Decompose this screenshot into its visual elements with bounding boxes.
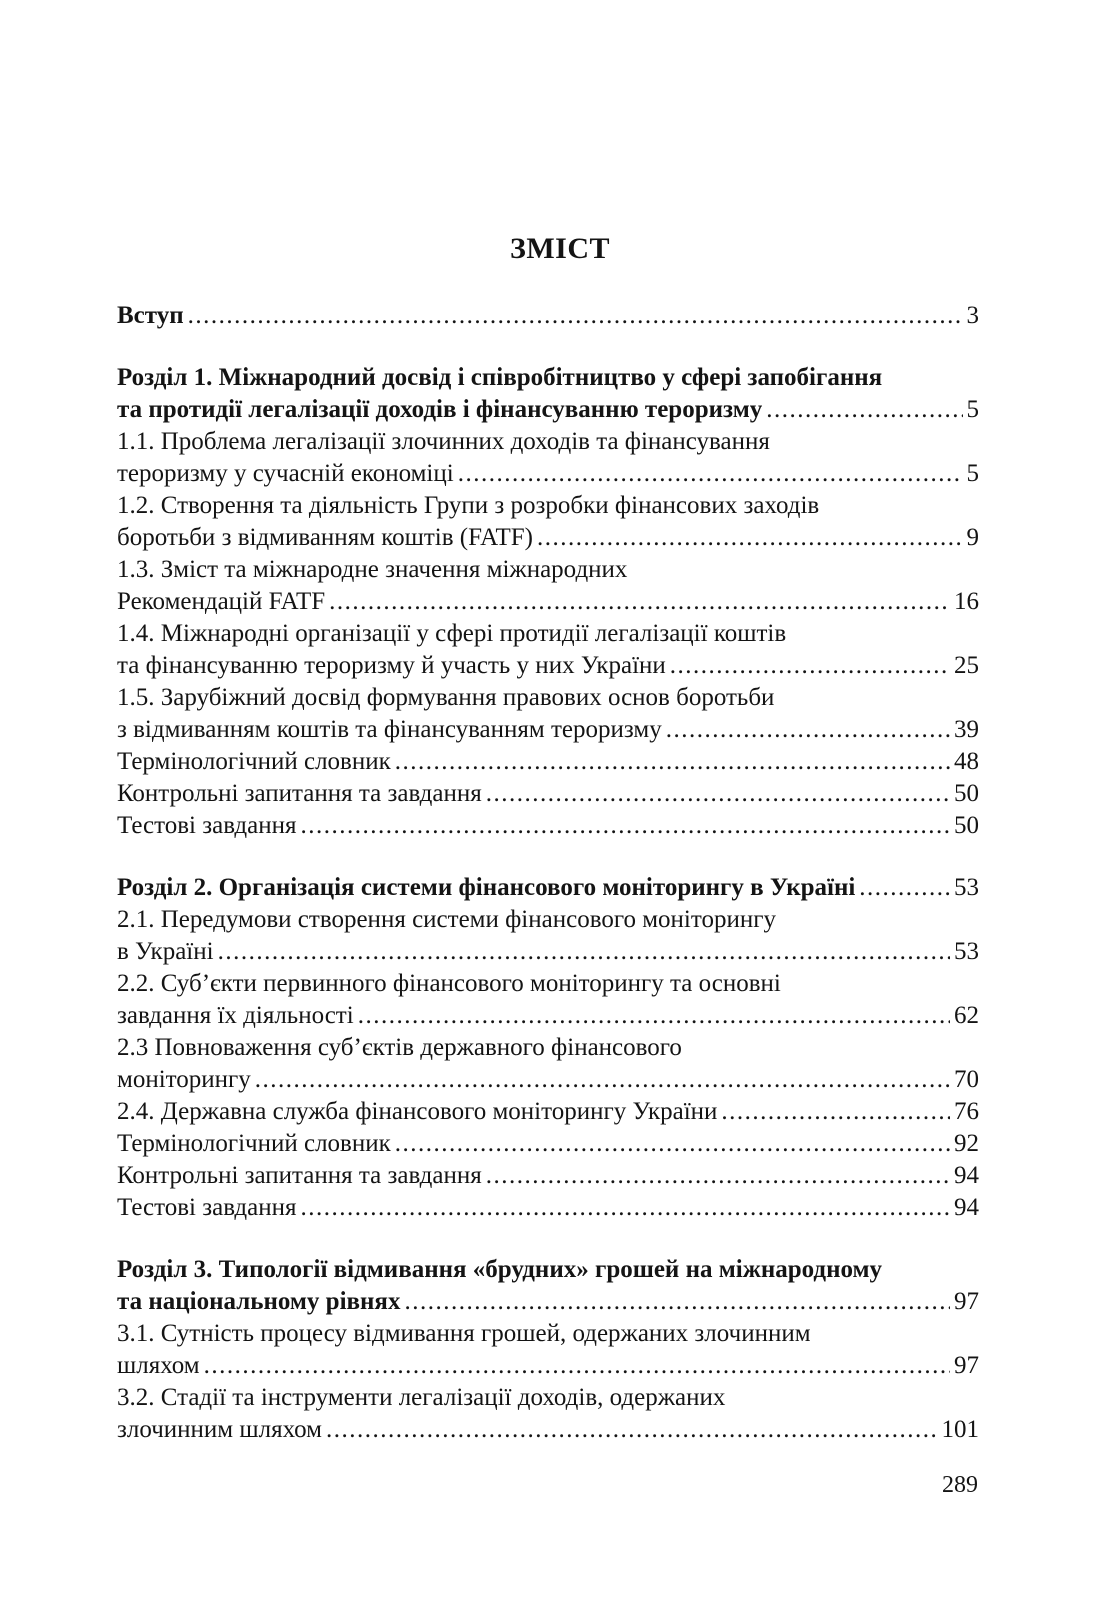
- toc-entry-1-3-line1[interactable]: [117, 554, 979, 586]
- toc-page-number: 76: [954, 1098, 979, 1125]
- toc-leader-dots: [395, 746, 950, 778]
- toc-entry-title: шляхом: [117, 1352, 200, 1379]
- toc-leader-dots: [358, 1000, 950, 1032]
- toc-leader-dots: [859, 872, 950, 904]
- toc-leader-dots: [666, 714, 950, 746]
- toc-entry-intro[interactable]: [117, 300, 979, 332]
- toc-entry-3-2[interactable]: [117, 1414, 979, 1446]
- toc-entry-chapter-1[interactable]: [117, 394, 979, 426]
- toc-entry-title: Термінологічний словник: [117, 748, 391, 775]
- toc-entry-tests-2[interactable]: [117, 1192, 979, 1224]
- toc-leader-dots: [486, 778, 950, 810]
- table-of-contents: [117, 300, 979, 1446]
- toc-entry-glossary-2[interactable]: [117, 1128, 979, 1160]
- toc-entry-1-1-line1[interactable]: [117, 426, 979, 458]
- toc-entry-1-1[interactable]: [117, 458, 979, 490]
- page-number: 289: [942, 1472, 978, 1498]
- toc-entry-1-5[interactable]: [117, 714, 979, 746]
- toc-entry-title: 2.4. Державна служба фінансового моніторингу України: [117, 1098, 718, 1125]
- toc-leader-dots: [670, 650, 950, 682]
- toc-leader-dots: [721, 1096, 950, 1128]
- toc-page-number: 3: [966, 302, 979, 329]
- toc-entry-1-2[interactable]: [117, 522, 979, 554]
- toc-entry-title: з відмиванням коштів та фінансуванням тероризму: [117, 716, 662, 743]
- toc-entry-title: Тестові завдання: [117, 812, 297, 839]
- toc-leader-dots: [300, 1192, 950, 1224]
- toc-entry-title: Контрольні запитання та завдання: [117, 1162, 482, 1189]
- toc-entry-title: моніторингу: [117, 1066, 251, 1093]
- toc-entry-title: Термінологічний словник: [117, 1130, 391, 1157]
- toc-entry-title: в Україні: [117, 938, 214, 965]
- toc-entry-2-4[interactable]: [117, 1096, 979, 1128]
- toc-page-number: 97: [954, 1352, 979, 1379]
- toc-leader-dots: [537, 522, 963, 554]
- toc-page-number: 25: [954, 652, 979, 679]
- toc-entry-title: злочинним шляхом: [117, 1416, 322, 1443]
- toc-entry-title: 1.4. Міжнародні організації у сфері протидії легалізації коштів: [117, 620, 787, 647]
- toc-entry-1-2-line1[interactable]: [117, 490, 979, 522]
- toc-page-number: 5: [966, 396, 979, 423]
- toc-leader-dots: [218, 936, 950, 968]
- toc-leader-dots: [404, 1286, 950, 1318]
- toc-page-number: 97: [954, 1288, 979, 1315]
- toc-entry-title: 1.3. Зміст та міжнародне значення міжнародних: [117, 556, 628, 583]
- toc-entry-chapter-3[interactable]: [117, 1286, 979, 1318]
- toc-leader-dots: [395, 1128, 950, 1160]
- toc-page-number: 62: [954, 1002, 979, 1029]
- page-title: ЗМІСТ: [510, 232, 610, 265]
- toc-page-number: 94: [954, 1162, 979, 1189]
- toc-entry-title: Розділ 1. Міжнародний досвід і співробітництво у сфері запобігання: [117, 364, 883, 391]
- toc-leader-dots: [326, 1414, 938, 1446]
- toc-leader-dots: [486, 1160, 950, 1192]
- toc-entry-title: 3.2. Стадії та інструменти легалізації доходів, одержаних: [117, 1384, 726, 1411]
- toc-leader-dots: [188, 300, 963, 332]
- toc-entry-title: та протидії легалізації доходів і фінансуванню тероризму: [117, 396, 763, 423]
- toc-entry-questions-2[interactable]: [117, 1160, 979, 1192]
- toc-page-number: 53: [954, 874, 979, 901]
- toc-entry-chapter-3-line1[interactable]: [117, 1254, 979, 1286]
- toc-entry-title: Вступ: [117, 302, 184, 329]
- toc-entry-title: 2.1. Передумови створення системи фінансового моніторингу: [117, 906, 776, 933]
- toc-entry-1-4-line1[interactable]: [117, 618, 979, 650]
- toc-entry-2-1[interactable]: [117, 936, 979, 968]
- toc-entry-title: Розділ 3. Типології відмивання «брудних» грошей на міжнародному: [117, 1256, 883, 1283]
- toc-page-number: 9: [966, 524, 979, 551]
- toc-page-number: 53: [954, 938, 979, 965]
- toc-entry-title: боротьби з відмиванням коштів (FATF): [117, 524, 533, 551]
- toc-entry-1-4[interactable]: [117, 650, 979, 682]
- toc-leader-dots: [766, 394, 962, 426]
- toc-leader-dots: [300, 810, 950, 842]
- toc-entry-2-3[interactable]: [117, 1064, 979, 1096]
- toc-entry-title: Тестові завдання: [117, 1194, 297, 1221]
- toc-page-number: 50: [954, 812, 979, 839]
- toc-entry-questions-1[interactable]: [117, 778, 979, 810]
- toc-entry-chapter-1-line1[interactable]: [117, 362, 979, 394]
- toc-leader-dots: [255, 1064, 950, 1096]
- toc-leader-dots: [458, 458, 963, 490]
- toc-entry-title: 1.1. Проблема легалізації злочинних доходів та фінансування: [117, 428, 770, 455]
- toc-entry-title: Контрольні запитання та завдання: [117, 780, 482, 807]
- toc-entry-2-2[interactable]: [117, 1000, 979, 1032]
- toc-page-number: 5: [966, 460, 979, 487]
- toc-entry-title: 2.2. Суб’єкти первинного фінансового моніторингу та основні: [117, 970, 781, 997]
- toc-page-number: 16: [954, 588, 979, 615]
- toc-page-number: 39: [954, 716, 979, 743]
- toc-leader-dots: [329, 586, 950, 618]
- toc-entry-3-1[interactable]: [117, 1350, 979, 1382]
- toc-entry-title: Рекомендацій FATF: [117, 588, 326, 615]
- toc-entry-title: Розділ 2. Організація системи фінансового моніторингу в Україні: [117, 874, 856, 901]
- toc-entry-1-5-line1[interactable]: [117, 682, 979, 714]
- toc-entry-title: 1.5. Зарубіжний досвід формування правових основ боротьби: [117, 684, 775, 711]
- toc-entry-title: 2.3 Повноваження суб’єктів державного фінансового: [117, 1034, 682, 1061]
- toc-entry-2-2-line1[interactable]: [117, 968, 979, 1000]
- toc-page-number: 48: [954, 748, 979, 775]
- toc-entry-3-1-line1[interactable]: [117, 1318, 979, 1350]
- toc-entry-3-2-line1[interactable]: [117, 1382, 979, 1414]
- toc-page-number: 101: [941, 1416, 979, 1443]
- toc-leader-dots: [204, 1350, 950, 1382]
- toc-entry-title: тероризму у сучасній економіці: [117, 460, 454, 487]
- toc-entry-title: та фінансуванню тероризму й участь у них України: [117, 652, 666, 679]
- toc-entry-title: 1.2. Створення та діяльність Групи з розробки фінансових заходів: [117, 492, 820, 519]
- toc-entry-title: 3.1. Сутність процесу відмивання грошей, одержаних злочинним: [117, 1320, 811, 1347]
- toc-page-number: 70: [954, 1066, 979, 1093]
- toc-page-number: 92: [954, 1130, 979, 1157]
- toc-page-number: 94: [954, 1194, 979, 1221]
- toc-page-number: 50: [954, 780, 979, 807]
- toc-entry-1-3[interactable]: [117, 586, 979, 618]
- toc-entry-2-1-line1[interactable]: [117, 904, 979, 936]
- toc-entry-chapter-2[interactable]: [117, 872, 979, 904]
- toc-entry-2-3-line1[interactable]: [117, 1032, 979, 1064]
- toc-entry-title: завдання їх діяльності: [117, 1002, 354, 1029]
- toc-entry-glossary-1[interactable]: [117, 746, 979, 778]
- toc-entry-title: та національному рівнях: [117, 1288, 401, 1315]
- toc-entry-tests-1[interactable]: [117, 810, 979, 842]
